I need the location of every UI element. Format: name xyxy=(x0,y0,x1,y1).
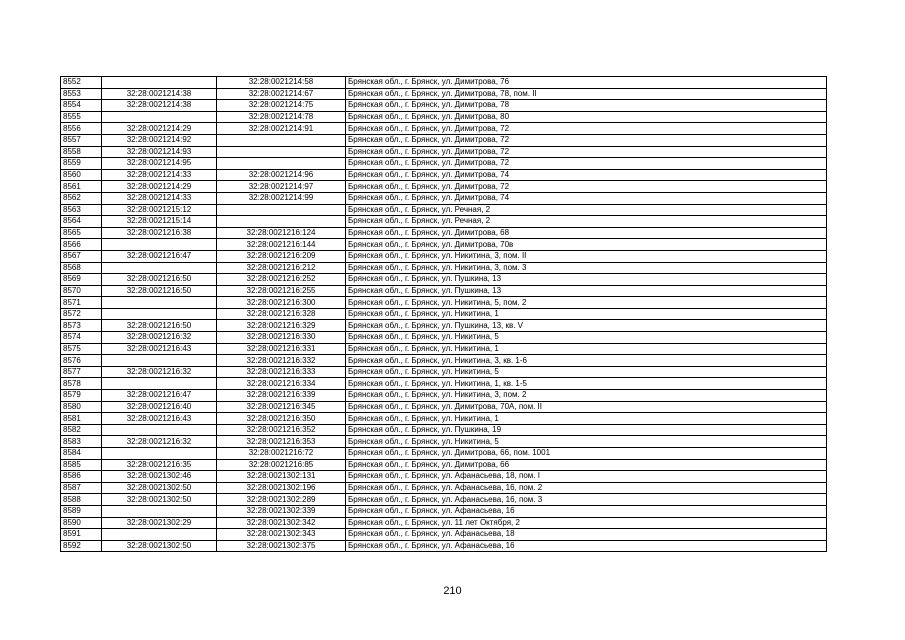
row-number-cell: 8562 xyxy=(61,192,102,204)
cadastral-number-cell: 32:28:0021214:97 xyxy=(217,181,346,193)
parent-cadastral-cell xyxy=(102,77,217,89)
row-number-cell: 8572 xyxy=(61,308,102,320)
cadastral-number-cell: 32:28:0021214:58 xyxy=(217,77,346,89)
address-cell: Брянская обл., г. Брянск, ул. Никитина, 5 xyxy=(346,332,827,344)
table-row xyxy=(61,77,827,89)
table-row xyxy=(61,181,827,193)
table-row xyxy=(61,158,827,170)
table-row xyxy=(61,529,827,541)
address-cell: Брянская обл., г. Брянск, ул. Пушкина, 19 xyxy=(346,424,827,436)
row-number-cell: 8559 xyxy=(61,158,102,170)
parent-cadastral-cell: 32:28:0021216:38 xyxy=(102,227,217,239)
table-row xyxy=(61,123,827,135)
table-row xyxy=(61,517,827,529)
row-number-cell: 8570 xyxy=(61,285,102,297)
table-row xyxy=(61,88,827,100)
table-row xyxy=(61,227,827,239)
table-row xyxy=(61,308,827,320)
cadastral-number-cell: 32:28:0021214:91 xyxy=(217,123,346,135)
cadastral-number-cell: 32:28:0021214:96 xyxy=(217,169,346,181)
parent-cadastral-cell: 32:28:0021216:50 xyxy=(102,274,217,286)
parent-cadastral-cell: 32:28:0021216:50 xyxy=(102,320,217,332)
parent-cadastral-cell: 32:28:0021214:92 xyxy=(102,134,217,146)
row-number-cell: 8566 xyxy=(61,239,102,251)
parent-cadastral-cell: 32:28:0021214:33 xyxy=(102,192,217,204)
parent-cadastral-cell: 32:28:0021216:32 xyxy=(102,436,217,448)
address-cell: Брянская обл., г. Брянск, ул. Речная, 2 xyxy=(346,216,827,228)
parent-cadastral-cell: 32:28:0021216:32 xyxy=(102,366,217,378)
cadastral-number-cell: 32:28:0021216:212 xyxy=(217,262,346,274)
parent-cadastral-cell xyxy=(102,239,217,251)
address-cell: Брянская обл., г. Брянск, ул. Афанасьева, 18 xyxy=(346,529,827,541)
parent-cadastral-cell: 32:28:0021214:29 xyxy=(102,123,217,135)
parent-cadastral-cell: 32:28:0021215:14 xyxy=(102,216,217,228)
parent-cadastral-cell: 32:28:0021216:50 xyxy=(102,285,217,297)
row-number-cell: 8573 xyxy=(61,320,102,332)
address-cell: Брянская обл., г. Брянск, ул. Димитрова, 80 xyxy=(346,111,827,123)
address-cell: Брянская обл., г. Брянск, ул. Димитрова, 72 xyxy=(346,158,827,170)
row-number-cell: 8589 xyxy=(61,505,102,517)
table-row xyxy=(61,366,827,378)
address-cell: Брянская обл., г. Брянск, ул. Никитина, 3, кв. 1-6 xyxy=(346,355,827,367)
cadastral-number-cell: 32:28:0021216:124 xyxy=(217,227,346,239)
cadastral-number-cell: 32:28:0021214:78 xyxy=(217,111,346,123)
table-row xyxy=(61,332,827,344)
address-cell: Брянская обл., г. Брянск, ул. Никитина, 5, пом. 2 xyxy=(346,297,827,309)
address-cell: Брянская обл., г. Брянск, ул. Никитина, 3, пом. II xyxy=(346,250,827,262)
parent-cadastral-cell xyxy=(102,505,217,517)
address-cell: Брянская обл., г. Брянск, ул. Речная, 2 xyxy=(346,204,827,216)
row-number-cell: 8581 xyxy=(61,413,102,425)
table-row xyxy=(61,401,827,413)
cadastral-number-cell: 32:28:0021214:75 xyxy=(217,100,346,112)
parent-cadastral-cell: 32:28:0021216:43 xyxy=(102,413,217,425)
address-cell: Брянская обл., г. Брянск, ул. Димитрова, 72 xyxy=(346,181,827,193)
address-cell: Брянская обл., г. Брянск, ул. Никитина, 3, пом. 2 xyxy=(346,390,827,402)
table-row xyxy=(61,250,827,262)
table-row xyxy=(61,448,827,460)
cadastral-number-cell: 32:28:0021216:332 xyxy=(217,355,346,367)
address-cell: Брянская обл., г. Брянск, ул. Димитрова, 72 xyxy=(346,123,827,135)
address-cell: Брянская обл., г. Брянск, ул. Пушкина, 13 xyxy=(346,285,827,297)
cadastral-number-cell: 32:28:0021216:328 xyxy=(217,308,346,320)
row-number-cell: 8558 xyxy=(61,146,102,158)
row-number-cell: 8552 xyxy=(61,77,102,89)
cadastral-number-cell xyxy=(217,134,346,146)
parent-cadastral-cell xyxy=(102,355,217,367)
parent-cadastral-cell: 32:28:0021302:50 xyxy=(102,540,217,552)
row-number-cell: 8564 xyxy=(61,216,102,228)
parent-cadastral-cell: 32:28:0021216:47 xyxy=(102,390,217,402)
address-cell: Брянская обл., г. Брянск, ул. Афанасьева, 16 xyxy=(346,505,827,517)
address-cell: Брянская обл., г. Брянск, ул. Никитина, 5 xyxy=(346,436,827,448)
parent-cadastral-cell: 32:28:0021214:93 xyxy=(102,146,217,158)
table-row xyxy=(61,413,827,425)
row-number-cell: 8587 xyxy=(61,482,102,494)
row-number-cell: 8583 xyxy=(61,436,102,448)
row-number-cell: 8579 xyxy=(61,390,102,402)
address-cell: Брянская обл., г. Брянск, ул. Пушкина, 13, кв. V xyxy=(346,320,827,332)
table-row xyxy=(61,146,827,158)
address-cell: Брянская обл., г. Брянск, ул. Афанасьева, 16, пом. 3 xyxy=(346,494,827,506)
cadastral-number-cell: 32:28:0021302:196 xyxy=(217,482,346,494)
cadastral-number-cell: 32:28:0021216:353 xyxy=(217,436,346,448)
address-cell: Брянская обл., г. Брянск, ул. Афанасьева, 16, пом. 2 xyxy=(346,482,827,494)
address-cell: Брянская обл., г. Брянск, ул. Димитрова, 66, пом. 1001 xyxy=(346,448,827,460)
row-number-cell: 8582 xyxy=(61,424,102,436)
address-cell: Брянская обл., г. Брянск, ул. Димитрова, 74 xyxy=(346,169,827,181)
row-number-cell: 8568 xyxy=(61,262,102,274)
address-cell: Брянская обл., г. Брянск, ул. Никитина, 1 xyxy=(346,413,827,425)
row-number-cell: 8574 xyxy=(61,332,102,344)
cadastral-number-cell: 32:28:0021216:350 xyxy=(217,413,346,425)
cadastral-number-cell: 32:28:0021216:255 xyxy=(217,285,346,297)
table-row xyxy=(61,378,827,390)
row-number-cell: 8569 xyxy=(61,274,102,286)
parent-cadastral-cell xyxy=(102,297,217,309)
address-cell: Брянская обл., г. Брянск, ул. Димитрова, 70А, пом. II xyxy=(346,401,827,413)
cadastral-number-cell: 32:28:0021302:375 xyxy=(217,540,346,552)
table-row xyxy=(61,471,827,483)
parent-cadastral-cell: 32:28:0021302:50 xyxy=(102,482,217,494)
cadastral-number-cell: 32:28:0021216:252 xyxy=(217,274,346,286)
table-row xyxy=(61,111,827,123)
cadastral-number-cell: 32:28:0021216:330 xyxy=(217,332,346,344)
cadastral-number-cell xyxy=(217,158,346,170)
address-cell: Брянская обл., г. Брянск, ул. Димитрова, 74 xyxy=(346,192,827,204)
address-cell: Брянская обл., г. Брянск, ул. 11 лет Октября, 2 xyxy=(346,517,827,529)
page-number: 210 xyxy=(443,585,462,597)
registry-table-body xyxy=(61,77,827,552)
table-row xyxy=(61,262,827,274)
table-row xyxy=(61,297,827,309)
parent-cadastral-cell: 32:28:0021216:40 xyxy=(102,401,217,413)
parent-cadastral-cell: 32:28:0021214:29 xyxy=(102,181,217,193)
cadastral-number-cell xyxy=(217,216,346,228)
cadastral-number-cell: 32:28:0021302:289 xyxy=(217,494,346,506)
cadastral-number-cell: 32:28:0021216:300 xyxy=(217,297,346,309)
address-cell: Брянская обл., г. Брянск, ул. Никитина, 3, пом. 3 xyxy=(346,262,827,274)
parent-cadastral-cell: 32:28:0021216:32 xyxy=(102,332,217,344)
table-row xyxy=(61,540,827,552)
address-cell: Брянская обл., г. Брянск, ул. Димитрова, 70в xyxy=(346,239,827,251)
table-row xyxy=(61,192,827,204)
cadastral-number-cell xyxy=(217,146,346,158)
parent-cadastral-cell: 32:28:0021214:33 xyxy=(102,169,217,181)
cadastral-number-cell: 32:28:0021216:331 xyxy=(217,343,346,355)
parent-cadastral-cell xyxy=(102,424,217,436)
table-row xyxy=(61,390,827,402)
row-number-cell: 8576 xyxy=(61,355,102,367)
parent-cadastral-cell: 32:28:0021214:95 xyxy=(102,158,217,170)
parent-cadastral-cell: 32:28:0021216:43 xyxy=(102,343,217,355)
address-cell: Брянская обл., г. Брянск, ул. Никитина, 1, кв. 1-5 xyxy=(346,378,827,390)
cadastral-number-cell: 32:28:0021216:339 xyxy=(217,390,346,402)
row-number-cell: 8560 xyxy=(61,169,102,181)
table-row xyxy=(61,239,827,251)
address-cell: Брянская обл., г. Брянск, ул. Никитина, 5 xyxy=(346,366,827,378)
parent-cadastral-cell: 32:28:0021214:38 xyxy=(102,88,217,100)
cadastral-number-cell: 32:28:0021302:131 xyxy=(217,471,346,483)
table-row xyxy=(61,355,827,367)
row-number-cell: 8585 xyxy=(61,459,102,471)
table-row xyxy=(61,169,827,181)
table-row xyxy=(61,204,827,216)
table-row xyxy=(61,134,827,146)
cadastral-number-cell: 32:28:0021216:352 xyxy=(217,424,346,436)
parent-cadastral-cell xyxy=(102,262,217,274)
parent-cadastral-cell: 32:28:0021214:38 xyxy=(102,100,217,112)
address-cell: Брянская обл., г. Брянск, ул. Димитрова, 68 xyxy=(346,227,827,239)
parent-cadastral-cell xyxy=(102,378,217,390)
table-row xyxy=(61,505,827,517)
parent-cadastral-cell: 32:28:0021216:47 xyxy=(102,250,217,262)
row-number-cell: 8553 xyxy=(61,88,102,100)
cadastral-number-cell: 32:28:0021302:343 xyxy=(217,529,346,541)
cadastral-number-cell: 32:28:0021216:333 xyxy=(217,366,346,378)
address-cell: Брянская обл., г. Брянск, ул. Никитина, 1 xyxy=(346,308,827,320)
cadastral-number-cell: 32:28:0021216:144 xyxy=(217,239,346,251)
row-number-cell: 8575 xyxy=(61,343,102,355)
row-number-cell: 8578 xyxy=(61,378,102,390)
row-number-cell: 8567 xyxy=(61,250,102,262)
row-number-cell: 8584 xyxy=(61,448,102,460)
parent-cadastral-cell xyxy=(102,529,217,541)
row-number-cell: 8555 xyxy=(61,111,102,123)
table-row xyxy=(61,274,827,286)
parent-cadastral-cell xyxy=(102,111,217,123)
cadastral-number-cell: 32:28:0021214:99 xyxy=(217,192,346,204)
table-row xyxy=(61,216,827,228)
table-row xyxy=(61,343,827,355)
table-row xyxy=(61,436,827,448)
row-number-cell: 8563 xyxy=(61,204,102,216)
row-number-cell: 8590 xyxy=(61,517,102,529)
cadastral-number-cell: 32:28:0021216:345 xyxy=(217,401,346,413)
cadastral-number-cell: 32:28:0021216:329 xyxy=(217,320,346,332)
cadastral-number-cell: 32:28:0021214:67 xyxy=(217,88,346,100)
address-cell: Брянская обл., г. Брянск, ул. Димитрова, 78, пом. II xyxy=(346,88,827,100)
parent-cadastral-cell: 32:28:0021302:46 xyxy=(102,471,217,483)
row-number-cell: 8591 xyxy=(61,529,102,541)
table-row xyxy=(61,424,827,436)
row-number-cell: 8586 xyxy=(61,471,102,483)
row-number-cell: 8592 xyxy=(61,540,102,552)
table-row xyxy=(61,494,827,506)
row-number-cell: 8588 xyxy=(61,494,102,506)
cadastral-number-cell: 32:28:0021216:334 xyxy=(217,378,346,390)
cadastral-number-cell: 32:28:0021216:72 xyxy=(217,448,346,460)
table-row xyxy=(61,100,827,112)
cadastral-number-cell xyxy=(217,204,346,216)
row-number-cell: 8557 xyxy=(61,134,102,146)
row-number-cell: 8556 xyxy=(61,123,102,135)
table-row xyxy=(61,320,827,332)
row-number-cell: 8571 xyxy=(61,297,102,309)
cadastral-number-cell: 32:28:0021302:342 xyxy=(217,517,346,529)
address-cell: Брянская обл., г. Брянск, ул. Афанасьева, 18, пом. I xyxy=(346,471,827,483)
address-cell: Брянская обл., г. Брянск, ул. Димитрова, 72 xyxy=(346,146,827,158)
address-cell: Брянская обл., г. Брянск, ул. Димитрова, 72 xyxy=(346,134,827,146)
property-registry-table xyxy=(60,76,827,552)
table-row xyxy=(61,459,827,471)
row-number-cell: 8580 xyxy=(61,401,102,413)
parent-cadastral-cell xyxy=(102,448,217,460)
table-row xyxy=(61,285,827,297)
address-cell: Брянская обл., г. Брянск, ул. Димитрова, 78 xyxy=(346,100,827,112)
parent-cadastral-cell: 32:28:0021302:29 xyxy=(102,517,217,529)
row-number-cell: 8577 xyxy=(61,366,102,378)
address-cell: Брянская обл., г. Брянск, ул. Афанасьева, 16 xyxy=(346,540,827,552)
row-number-cell: 8554 xyxy=(61,100,102,112)
address-cell: Брянская обл., г. Брянск, ул. Димитрова, 66 xyxy=(346,459,827,471)
cadastral-number-cell: 32:28:0021216:209 xyxy=(217,250,346,262)
parent-cadastral-cell: 32:28:0021302:50 xyxy=(102,494,217,506)
table-row xyxy=(61,482,827,494)
parent-cadastral-cell xyxy=(102,308,217,320)
address-cell: Брянская обл., г. Брянск, ул. Никитина, 1 xyxy=(346,343,827,355)
row-number-cell: 8561 xyxy=(61,181,102,193)
row-number-cell: 8565 xyxy=(61,227,102,239)
parent-cadastral-cell: 32:28:0021215:12 xyxy=(102,204,217,216)
parent-cadastral-cell: 32:28:0021216:35 xyxy=(102,459,217,471)
cadastral-number-cell: 32:28:0021302:339 xyxy=(217,505,346,517)
address-cell: Брянская обл., г. Брянск, ул. Пушкина, 13 xyxy=(346,274,827,286)
cadastral-number-cell: 32:28:0021216:85 xyxy=(217,459,346,471)
address-cell: Брянская обл., г. Брянск, ул. Димитрова, 76 xyxy=(346,77,827,89)
